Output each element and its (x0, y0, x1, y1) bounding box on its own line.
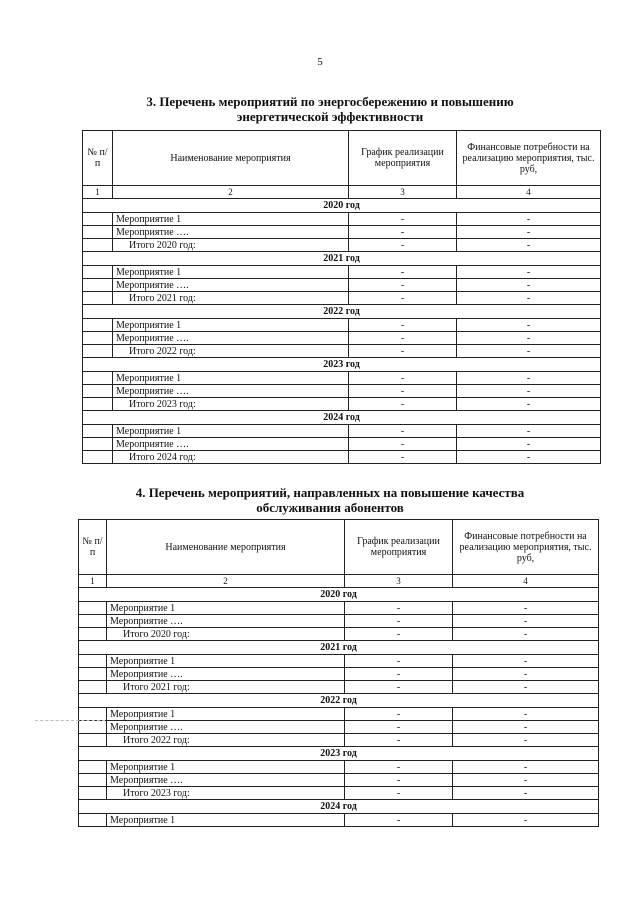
event-name-cell: Мероприятие …. (107, 668, 345, 681)
column-number: 4 (453, 575, 599, 588)
finance-cell: - (453, 668, 599, 681)
year-label: 2022 год (79, 694, 599, 708)
total-row (83, 398, 601, 411)
table-row (83, 438, 601, 451)
column-number: 4 (457, 186, 601, 199)
year-header-row (79, 588, 599, 602)
schedule-cell: - (345, 668, 453, 681)
table-row (79, 721, 599, 734)
num-cell (79, 681, 107, 694)
total-row (83, 345, 601, 358)
year-header-row (79, 800, 599, 814)
event-name-cell: Мероприятие 1 (107, 708, 345, 721)
schedule-cell: - (349, 451, 457, 464)
schedule-cell: - (349, 226, 457, 239)
schedule-cell: - (349, 425, 457, 438)
section-4-title (80, 485, 580, 515)
event-name-cell: Мероприятие …. (107, 774, 345, 787)
year-label: 2021 год (83, 252, 601, 266)
year-header-row (83, 411, 601, 425)
event-name-cell: Итого 2023 год: (107, 787, 345, 800)
num-cell (83, 372, 113, 385)
num-cell (83, 319, 113, 332)
event-name-cell: Итого 2020 год: (107, 628, 345, 641)
year-header-row (83, 358, 601, 372)
event-name-cell: Итого 2020 год: (113, 239, 349, 252)
schedule-cell: - (345, 655, 453, 668)
year-header-row (83, 199, 601, 213)
finance-cell: - (457, 266, 601, 279)
total-row (83, 292, 601, 305)
header-name: Наименование мероприятия (107, 520, 345, 575)
finance-cell: - (457, 239, 601, 252)
table-row (83, 279, 601, 292)
table-row (83, 332, 601, 345)
num-cell (83, 292, 113, 305)
num-cell (83, 438, 113, 451)
schedule-cell: - (349, 438, 457, 451)
column-number-row (83, 186, 601, 199)
header-finance: Финансовые потребности на реализацию мероприятия, тыс. руб, (453, 520, 599, 575)
schedule-cell: - (345, 774, 453, 787)
schedule-cell: - (345, 708, 453, 721)
num-cell (83, 332, 113, 345)
table-row (79, 615, 599, 628)
finance-cell: - (457, 279, 601, 292)
year-label: 2022 год (83, 305, 601, 319)
table-row (83, 213, 601, 226)
finance-cell: - (457, 372, 601, 385)
num-cell (79, 668, 107, 681)
finance-cell: - (453, 761, 599, 774)
num-cell (79, 602, 107, 615)
schedule-cell: - (349, 319, 457, 332)
finance-cell: - (453, 708, 599, 721)
schedule-cell: - (345, 602, 453, 615)
table-row (79, 655, 599, 668)
table-row (83, 372, 601, 385)
year-label: 2023 год (79, 747, 599, 761)
column-number: 1 (79, 575, 107, 588)
event-name-cell: Мероприятие 1 (113, 319, 349, 332)
total-row (79, 628, 599, 641)
num-cell (79, 787, 107, 800)
column-number-row (79, 575, 599, 588)
num-cell (79, 615, 107, 628)
event-name-cell: Мероприятие 1 (113, 213, 349, 226)
schedule-cell: - (349, 398, 457, 411)
finance-cell: - (453, 655, 599, 668)
table-row (79, 602, 599, 615)
finance-cell: - (453, 787, 599, 800)
table-row (83, 385, 601, 398)
scan-artifact-line (35, 720, 105, 721)
event-name-cell: Итого 2024 год: (113, 451, 349, 464)
year-label: 2024 год (83, 411, 601, 425)
event-name-cell: Мероприятие …. (113, 385, 349, 398)
schedule-cell: - (345, 787, 453, 800)
num-cell (83, 398, 113, 411)
schedule-cell: - (349, 279, 457, 292)
page-number: 5 (317, 56, 323, 68)
event-name-cell: Мероприятие …. (113, 332, 349, 345)
finance-cell: - (457, 345, 601, 358)
section-3-title-line2: энергетической эффективности (236, 109, 424, 124)
table-row (79, 708, 599, 721)
total-row (83, 239, 601, 252)
num-cell (79, 734, 107, 747)
event-name-cell: Итого 2022 год: (113, 345, 349, 358)
section-4-table (78, 519, 599, 827)
schedule-cell: - (345, 615, 453, 628)
finance-cell: - (453, 681, 599, 694)
num-cell (79, 721, 107, 734)
year-label: 2024 год (79, 800, 599, 814)
table-row (83, 319, 601, 332)
finance-cell: - (453, 814, 599, 827)
finance-cell: - (457, 226, 601, 239)
num-cell (79, 628, 107, 641)
event-name-cell: Мероприятие 1 (107, 761, 345, 774)
event-name-cell: Мероприятие 1 (113, 372, 349, 385)
event-name-cell: Мероприятие …. (107, 615, 345, 628)
total-row (79, 787, 599, 800)
event-name-cell: Итого 2021 год: (107, 681, 345, 694)
num-cell (83, 385, 113, 398)
header-finance: Финансовые потребности на реализацию мероприятия, тыс. руб, (457, 131, 601, 186)
table-header-row (79, 520, 599, 575)
schedule-cell: - (349, 332, 457, 345)
schedule-cell: - (349, 266, 457, 279)
finance-cell: - (457, 213, 601, 226)
finance-cell: - (453, 628, 599, 641)
header-num: № п/п (79, 520, 107, 575)
event-name-cell: Мероприятие 1 (107, 655, 345, 668)
num-cell (83, 279, 113, 292)
num-cell (79, 814, 107, 827)
schedule-cell: - (345, 628, 453, 641)
section-4-title-line1: 4. Перечень мероприятий, направленных на повышение качества (135, 485, 525, 500)
event-name-cell: Итого 2022 год: (107, 734, 345, 747)
table-row (83, 425, 601, 438)
finance-cell: - (453, 615, 599, 628)
schedule-cell: - (349, 345, 457, 358)
num-cell (79, 774, 107, 787)
event-name-cell: Итого 2023 год: (113, 398, 349, 411)
table-row (79, 668, 599, 681)
schedule-cell: - (349, 239, 457, 252)
finance-cell: - (457, 438, 601, 451)
finance-cell: - (457, 319, 601, 332)
table-row (83, 266, 601, 279)
finance-cell: - (453, 602, 599, 615)
event-name-cell: Мероприятие 1 (113, 266, 349, 279)
year-header-row (83, 252, 601, 266)
header-schedule: График реализации мероприятия (345, 520, 453, 575)
column-number: 2 (113, 186, 349, 199)
num-cell (79, 655, 107, 668)
num-cell (83, 266, 113, 279)
schedule-cell: - (349, 372, 457, 385)
year-header-row (83, 305, 601, 319)
finance-cell: - (457, 332, 601, 345)
header-num: № п/п (83, 131, 113, 186)
num-cell (83, 213, 113, 226)
num-cell (79, 708, 107, 721)
num-cell (83, 226, 113, 239)
finance-cell: - (457, 385, 601, 398)
finance-cell: - (457, 292, 601, 305)
finance-cell: - (453, 721, 599, 734)
schedule-cell: - (345, 761, 453, 774)
schedule-cell: - (349, 213, 457, 226)
schedule-cell: - (345, 814, 453, 827)
table-row (79, 814, 599, 827)
finance-cell: - (457, 398, 601, 411)
column-number: 3 (345, 575, 453, 588)
year-label: 2020 год (83, 199, 601, 213)
column-number: 1 (83, 186, 113, 199)
schedule-cell: - (345, 734, 453, 747)
num-cell (79, 761, 107, 774)
section-4-title-line2: обслуживания абонентов (256, 500, 404, 515)
event-name-cell: Мероприятие 1 (107, 602, 345, 615)
year-label: 2023 год (83, 358, 601, 372)
column-number: 2 (107, 575, 345, 588)
finance-cell: - (453, 734, 599, 747)
year-header-row (79, 641, 599, 655)
year-header-row (79, 747, 599, 761)
event-name-cell: Итого 2021 год: (113, 292, 349, 305)
header-schedule: График реализации мероприятия (349, 131, 457, 186)
event-name-cell: Мероприятие …. (113, 226, 349, 239)
section-3-title (80, 94, 580, 124)
event-name-cell: Мероприятие 1 (113, 425, 349, 438)
num-cell (83, 425, 113, 438)
num-cell (83, 345, 113, 358)
table-header-row (83, 131, 601, 186)
event-name-cell: Мероприятие …. (107, 721, 345, 734)
table-row (83, 226, 601, 239)
num-cell (83, 451, 113, 464)
finance-cell: - (457, 451, 601, 464)
year-header-row (79, 694, 599, 708)
event-name-cell: Мероприятие 1 (107, 814, 345, 827)
year-label: 2021 год (79, 641, 599, 655)
schedule-cell: - (349, 385, 457, 398)
event-name-cell: Мероприятие …. (113, 438, 349, 451)
total-row (79, 734, 599, 747)
table-row (79, 761, 599, 774)
schedule-cell: - (345, 681, 453, 694)
section-3-table (82, 130, 601, 464)
total-row (83, 451, 601, 464)
column-number: 3 (349, 186, 457, 199)
schedule-cell: - (349, 292, 457, 305)
total-row (79, 681, 599, 694)
finance-cell: - (457, 425, 601, 438)
section-3-title-line1: 3. Перечень мероприятий по энергосбережению и повышению (146, 94, 514, 109)
event-name-cell: Мероприятие …. (113, 279, 349, 292)
num-cell (83, 239, 113, 252)
table-row (79, 774, 599, 787)
year-label: 2020 год (79, 588, 599, 602)
finance-cell: - (453, 774, 599, 787)
header-name: Наименование мероприятия (113, 131, 349, 186)
schedule-cell: - (345, 721, 453, 734)
